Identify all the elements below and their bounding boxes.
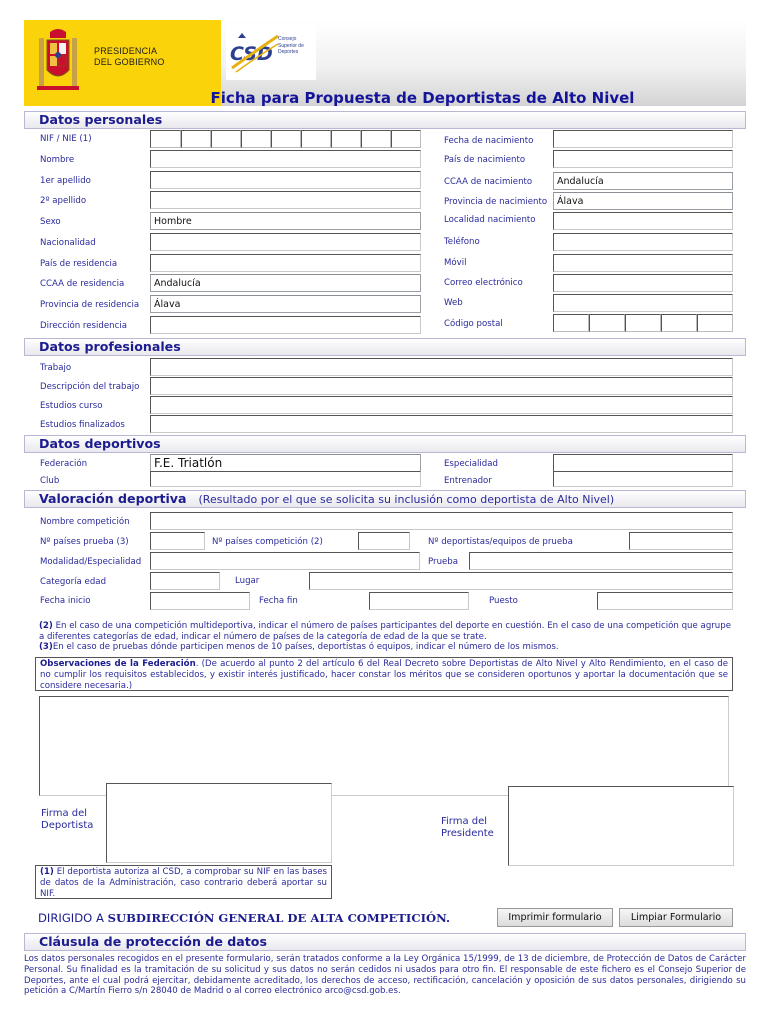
dirigido-prefix: DIRIGIDO A — [38, 911, 108, 925]
estudios-curso-label: Estudios curso — [40, 401, 103, 411]
telefono-label: Teléfono — [444, 237, 480, 247]
nacionalidad-input[interactable] — [150, 233, 421, 251]
imprimir-formulario-button[interactable]: Imprimir formulario — [497, 908, 613, 927]
csd-logo — [226, 24, 316, 80]
telefono-input[interactable] — [553, 233, 733, 251]
pais-residencia-label: País de residencia — [40, 259, 118, 269]
estudios-fin-input[interactable] — [150, 415, 733, 433]
puesto-input[interactable] — [597, 592, 733, 610]
cp-digit-5[interactable] — [697, 314, 733, 332]
observaciones-text: . (De acuerdo al punto 2 del artículo 6 del Real Decreto sobre Deportistas de Alto Nivel y Alto Rendimiento, en el caso de no cumplir los requisitos establecidos, y existir interés justificado, hacer constar los méritos que se consideren oportunos y aportar la documentación que se considere necesaria.) — [40, 659, 728, 691]
observaciones-title: Observaciones de la Federación — [40, 659, 196, 669]
cp-digit-4[interactable] — [661, 314, 697, 332]
nombre-comp-label: Nombre competición — [40, 517, 130, 527]
nif-label: NIF / NIE (1) — [40, 134, 92, 144]
trabajo-input[interactable] — [150, 358, 733, 376]
csd-abbr: CSD — [230, 43, 273, 65]
apellido2-input[interactable] — [150, 191, 421, 209]
firma-deportista-line-1: Firma del — [41, 808, 88, 819]
firma-deportista-label — [41, 808, 93, 832]
especialidad-input[interactable] — [553, 454, 733, 472]
autoriza-text: El deportista autoriza al CSD, a comprobar su NIF en las bases de datos de la Administración, caso contrario deberá aportar su NIF. — [40, 867, 327, 899]
localidad-nac-input[interactable] — [553, 212, 733, 230]
modalidad-label: Modalidad/Especialidad — [40, 557, 142, 567]
nif-digit-4[interactable] — [241, 130, 271, 148]
web-input[interactable] — [553, 294, 733, 312]
valoracion-note: (Resultado por el que se solicita su inclusión como deportista de Alto Nivel) — [198, 493, 615, 506]
nif-digit-1[interactable] — [150, 130, 181, 148]
limpiar-formulario-button[interactable]: Limpiar Formulario — [619, 908, 733, 927]
provincia-nac-select[interactable]: Álava — [553, 192, 733, 210]
especialidad-label: Especialidad — [444, 459, 498, 469]
nif-digit-2[interactable] — [181, 130, 211, 148]
fecha-inicio-input[interactable] — [150, 592, 250, 610]
modalidad-input[interactable] — [150, 552, 420, 570]
firma-deportista-line-2: Deportista — [41, 820, 94, 831]
categoria-label: Categoría edad — [40, 577, 107, 587]
csd-sub-2: Superior de — [278, 42, 304, 49]
direccion-label: Dirección residencia — [40, 321, 127, 331]
fecha-fin-input[interactable] — [369, 592, 469, 610]
cp-digit-2[interactable] — [589, 314, 625, 332]
autoriza-ref: (1) — [40, 867, 54, 877]
paises-prueba-input[interactable] — [150, 532, 205, 550]
page-title: Ficha para Propuesta de Deportistas de Alto Nivel — [210, 89, 635, 107]
estudios-curso-input[interactable] — [150, 396, 733, 414]
ccaa-residencia-label: CCAA de residencia — [40, 279, 125, 289]
deportistas-label: Nº deportistas/equipos de prueba — [428, 537, 573, 547]
sexo-label: Sexo — [40, 217, 61, 227]
firma-deportista-box[interactable] — [106, 783, 332, 863]
apellido2-label: 2º apellido — [40, 196, 87, 206]
pais-nac-label: País de nacimiento — [444, 155, 526, 165]
club-input[interactable] — [150, 471, 421, 487]
cp-digit-3[interactable] — [625, 314, 661, 332]
section-datos-deportivos: Datos deportivos — [24, 435, 746, 453]
descripcion-input[interactable] — [150, 377, 733, 395]
fecha-nac-label: Fecha de nacimiento — [444, 136, 534, 146]
observaciones-box — [35, 657, 733, 691]
csd-sub-1: Consejo — [278, 36, 297, 42]
nif-digit-7[interactable] — [331, 130, 361, 148]
apellido1-input[interactable] — [150, 171, 421, 189]
entrenador-input[interactable] — [553, 471, 733, 487]
codigo-postal-label: Código postal — [444, 319, 503, 329]
descripcion-label: Descripción del trabajo — [40, 382, 140, 392]
autoriza-nif-box — [35, 865, 332, 899]
movil-input[interactable] — [553, 254, 733, 272]
observaciones-textarea[interactable] — [39, 696, 729, 796]
estudios-fin-label: Estudios finalizados — [40, 420, 125, 430]
sexo-select[interactable]: Hombre — [150, 212, 421, 230]
prueba-label: Prueba — [428, 557, 459, 567]
paises-comp-input[interactable] — [358, 532, 410, 550]
nif-digit-9[interactable] — [391, 130, 421, 148]
apellido1-label: 1er apellido — [40, 176, 91, 186]
section-datos-profesionales: Datos profesionales — [24, 338, 746, 356]
section-clausula: Cláusula de protección de datos — [24, 933, 746, 951]
gov-text-line-2: DEL GOBIERNO — [94, 57, 165, 67]
entrenador-label: Entrenador — [444, 476, 492, 486]
gov-text-line-1: PRESIDENCIA — [94, 46, 158, 56]
localidad-nac-label: Localidad nacimiento — [444, 215, 536, 225]
ccaa-nac-label: CCAA de nacimiento — [444, 177, 533, 187]
nif-digit-8[interactable] — [361, 130, 391, 148]
csd-sub-3: Deportes — [278, 49, 299, 55]
lugar-label: Lugar — [235, 576, 260, 586]
paises-comp-label: Nº países competición (2) — [212, 537, 323, 547]
note-3-text: En el caso de pruebas dónde participen menos de 10 países, deportistas ó equipos, indicar el número de los mismos. — [52, 642, 559, 653]
web-label: Web — [444, 298, 463, 308]
section-valoracion-deportiva — [24, 490, 746, 508]
note-3-ref: (3) — [39, 642, 53, 653]
note-2-text: En el caso de una competición multideportiva, indicar el número de países participantes del deporte en cuestión. En el caso de una competición que agrupe a diferentes categorías de edad, indicar el número de países de la categoría de edad de la que se trate. — [39, 621, 731, 642]
csd-emblem-icon — [228, 32, 280, 76]
provincia-residencia-label: Provincia de residencia — [40, 300, 140, 310]
paises-prueba-label: Nº países prueba (3) — [40, 537, 129, 547]
federacion-select[interactable]: F.E. Triatlón — [150, 454, 421, 472]
coat-of-arms-icon — [36, 26, 80, 98]
clausula-text: Los datos personales recogidos en el presente formulario, serán tratados conforme a la Ley Orgánica 15/1999, de 13 de diciembre, de Protección de Datos de Carácter Personal. Su finalidad es la tramitación de su solicitud y sus datos no serán cedidos ni usados para otro fin. El responsable de este fichero es el Consejo Superior de Deportes, ante el cual podrá ejercitar, debidamente acreditado, los derechos de acceso, rectificación, cancelación y oposición de sus datos personales, dirigiendo su petición a C/Martín Fierro s/n 28040 de Madrid o al correo electrónico arco@csd.gob.es. — [24, 954, 746, 997]
nombre-comp-input[interactable] — [150, 512, 733, 530]
provincia-nac-label: Provincia de nacimiento — [444, 197, 548, 207]
nif-digit-6[interactable] — [301, 130, 331, 148]
direccion-input[interactable] — [150, 316, 421, 334]
nif-digit-5[interactable] — [271, 130, 301, 148]
fecha-nac-input[interactable] — [553, 130, 733, 148]
note-2-ref: (2) — [39, 621, 53, 631]
pais-nac-input[interactable] — [553, 150, 733, 168]
correo-input[interactable] — [553, 274, 733, 292]
lugar-input[interactable] — [309, 572, 733, 590]
firma-presidente-line-1: Firma del — [441, 816, 488, 827]
section-datos-personales: Datos personales — [24, 111, 746, 129]
dirigido-a-text — [38, 911, 450, 925]
federacion-label: Federación — [40, 459, 88, 469]
firma-presidente-box[interactable] — [508, 786, 734, 866]
categoria-input[interactable] — [150, 572, 220, 590]
cp-digit-1[interactable] — [553, 314, 589, 332]
deportistas-input[interactable] — [629, 532, 733, 550]
provincia-residencia-select[interactable]: Álava — [150, 295, 421, 313]
prueba-input[interactable] — [469, 552, 733, 570]
correo-label: Correo electrónico — [444, 278, 523, 288]
pais-residencia-input[interactable] — [150, 254, 421, 272]
club-label: Club — [40, 476, 60, 486]
ccaa-nac-select[interactable]: Andalucía — [553, 172, 733, 190]
gobierno-text — [94, 46, 165, 68]
nombre-label: Nombre — [40, 155, 75, 165]
csd-subtitle — [278, 36, 304, 56]
dirigido-target: SUBDIRECCIÓN GENERAL DE ALTA COMPETICIÓN. — [107, 911, 450, 925]
valoracion-title: Valoración deportiva — [39, 491, 187, 506]
notes-block — [39, 621, 731, 653]
nombre-input[interactable] — [150, 150, 421, 168]
movil-label: Móvil — [444, 258, 467, 268]
firma-presidente-label — [441, 816, 494, 840]
ccaa-residencia-select[interactable]: Andalucía — [150, 274, 421, 292]
fecha-fin-label: Fecha fin — [259, 596, 298, 606]
nacionalidad-label: Nacionalidad — [40, 238, 96, 248]
trabajo-label: Trabajo — [40, 363, 72, 373]
nif-digit-3[interactable] — [211, 130, 241, 148]
firma-presidente-line-2: Presidente — [441, 828, 494, 839]
puesto-label: Puesto — [489, 596, 518, 606]
fecha-inicio-label: Fecha inicio — [40, 596, 91, 606]
